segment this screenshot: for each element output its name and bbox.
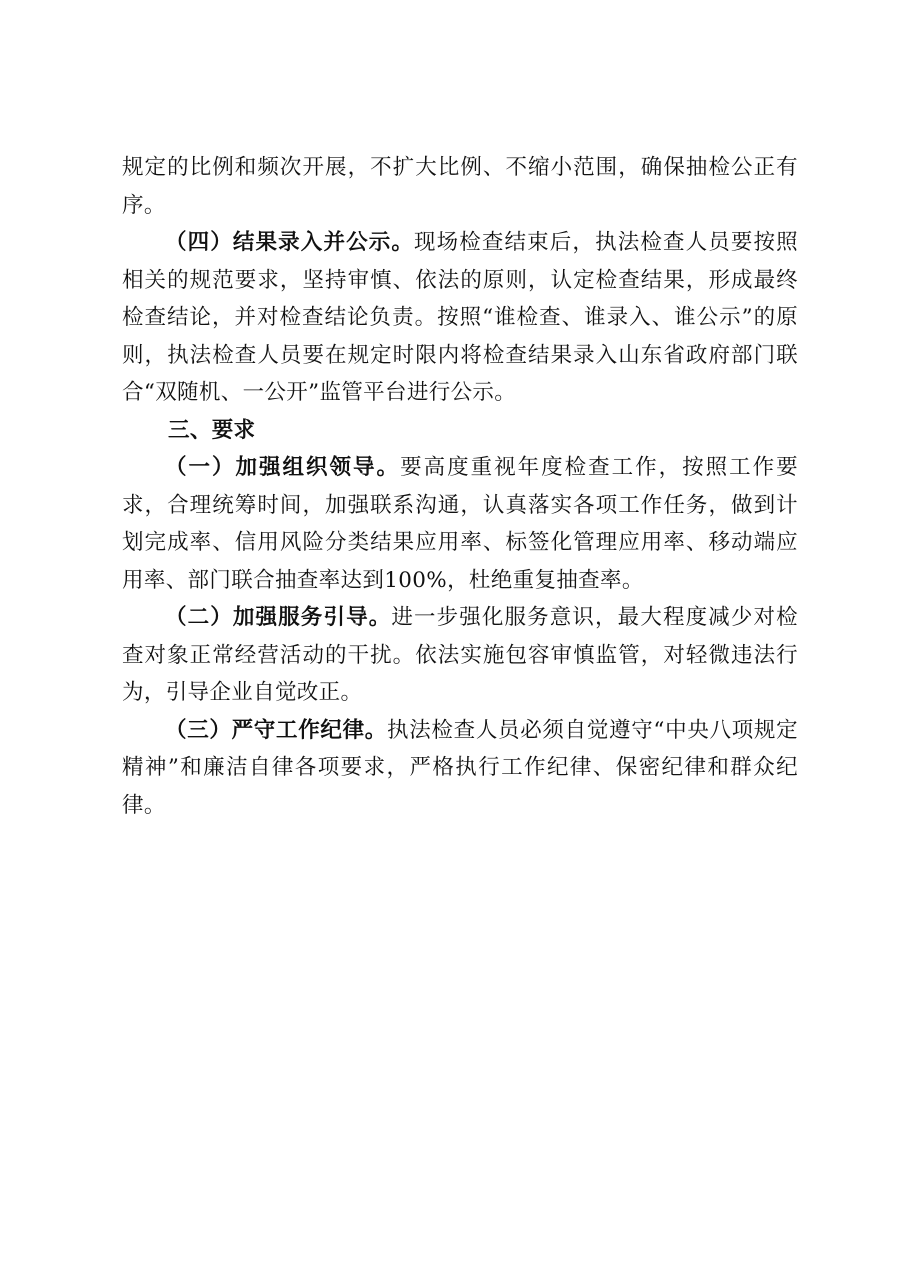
section-heading-requirements: 三、要求 (168, 417, 256, 443)
paragraph-text: 执法检查人员必须自觉遵守“中央八项规定精神”和廉洁自律各项要求，严格执行工作纪律、保密纪律和群众纪律。 (122, 717, 798, 818)
paragraph-lead: （一）加强组织领导。 (165, 455, 401, 480)
paragraph-text: 进一步强化服务意识，最大程度减少对检查对象正常经营活动的干扰。依法实施包容审慎监管，对轻微违法行为，引导企业自觉改正。 (122, 605, 798, 705)
paragraph-lead: （四）结果录入并公示。 (165, 230, 414, 255)
paragraph-service (122, 599, 798, 712)
paragraph-text: 现场检查结束后，执法检查人员要按照相关的规范要求，坚持审慎、依法的原则，认定检查结果，形成最终检查结论，并对检查结论负责。按照“谁检查、谁录入、谁公示”的原则，执法检查人员要在规定时限内将检查结果录入山东省政府部门联合“双随机、一公开”监管平台进行公示。 (122, 230, 798, 405)
paragraph-result-entry (122, 224, 798, 412)
paragraph-text: 要高度重视年度检查工作，按照工作要求，合理统筹时间，加强联系沟通，认真落实各项工作任务，做到计划完成率、信用风险分类结果应用率、标签化管理应用率、移动端应用率、部门联合抽查率达到100%，杜绝重复抽查率。 (122, 455, 798, 593)
paragraph-lead: （三）严守工作纪律。 (165, 717, 388, 743)
paragraph-organization (122, 449, 798, 599)
paragraph-lead: （二）加强服务引导。 (165, 605, 392, 630)
paragraph-text: 规定的比例和频次开展，不扩大比例、不缩小范围，确保抽检公正有序。 (122, 155, 798, 218)
document-body (122, 149, 798, 824)
paragraph-discipline (122, 712, 798, 825)
paragraph-continuation (122, 149, 798, 224)
